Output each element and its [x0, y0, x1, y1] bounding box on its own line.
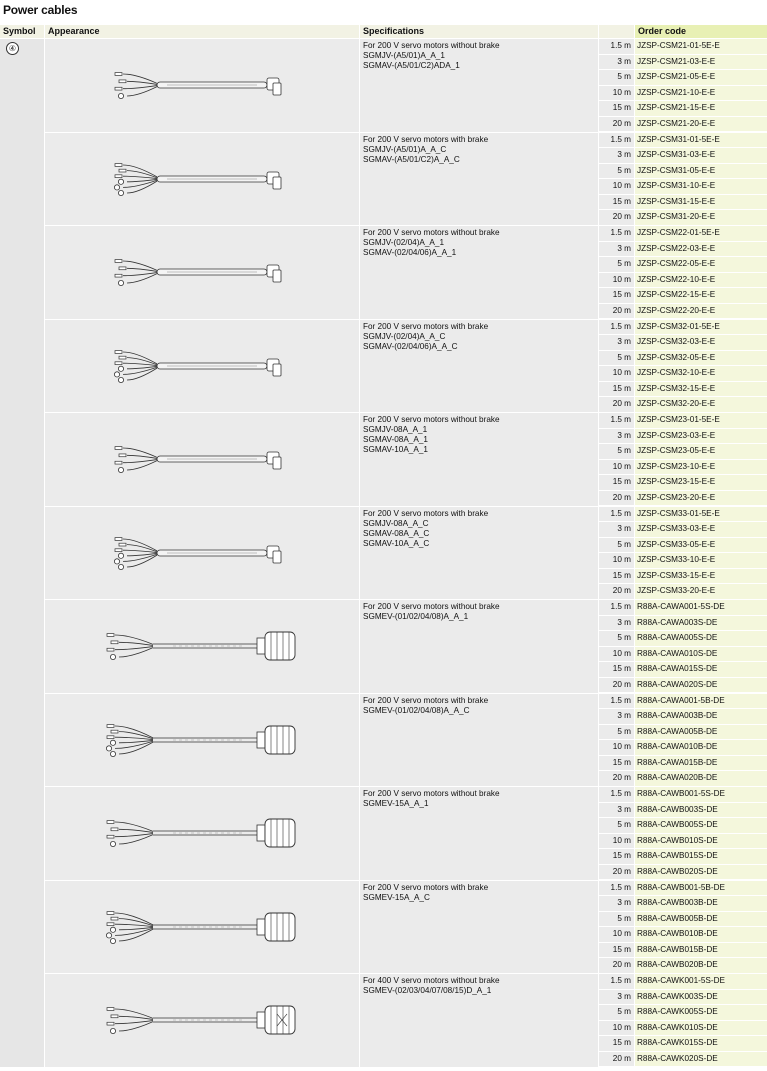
order-code: JZSP-CSM32-05-E-E	[635, 351, 767, 366]
order-code: R88A-CAWK003S-DE	[635, 990, 767, 1005]
spec-model: SGMAV-(02/04/06)A_A_C	[363, 341, 458, 351]
cable-length: 3 m	[599, 55, 634, 70]
cable-appearance	[45, 133, 359, 226]
cable-appearance	[45, 787, 359, 880]
order-code: R88A-CAWA020B-DE	[635, 771, 767, 786]
order-code: R88A-CAWB003S-DE	[635, 803, 767, 818]
spec-description: For 200 V servo motors without brake	[363, 789, 500, 798]
cable-length: 5 m	[599, 70, 634, 85]
cable-specification	[360, 133, 598, 226]
cable-length: 1.5 m	[599, 39, 634, 54]
order-code: R88A-CAWA003B-DE	[635, 709, 767, 724]
spec-description: For 200 V servo motors with brake	[363, 882, 489, 892]
cable-appearance	[45, 974, 359, 1067]
table-header	[0, 25, 767, 38]
cable-specification	[360, 787, 598, 880]
symbol-column	[0, 39, 44, 1067]
table-row	[599, 803, 767, 818]
table-row	[599, 538, 767, 553]
cable-length: 15 m	[599, 662, 634, 677]
order-code: JZSP-CSM31-03-E-E	[635, 148, 767, 163]
order-code: R88A-CAWA005S-DE	[635, 631, 767, 646]
page-title: Power cables	[3, 3, 78, 17]
spec-description: For 200 V servo motors without brake	[363, 41, 500, 50]
table-row	[599, 678, 767, 693]
table-row	[599, 195, 767, 210]
cable-length: 1.5 m	[599, 413, 634, 428]
order-code: R88A-CAWB005S-DE	[635, 818, 767, 833]
order-code: JZSP-CSM33-20-E-E	[635, 584, 767, 599]
cable-table-body	[45, 39, 767, 1068]
cable-length: 1.5 m	[599, 974, 634, 989]
order-code: JZSP-CSM32-15-E-E	[635, 382, 767, 397]
order-code: R88A-CAWA020S-DE	[635, 678, 767, 693]
cable-illustration	[45, 974, 359, 1066]
spec-model: SGMEV-15A_A_C	[363, 892, 430, 902]
cable-length: 10 m	[599, 460, 634, 475]
order-code: JZSP-CSM22-03-E-E	[635, 242, 767, 257]
cable-illustration	[45, 600, 359, 692]
order-code: R88A-CAWA005B-DE	[635, 725, 767, 740]
cable-length: 3 m	[599, 709, 634, 724]
order-code: R88A-CAWB001-5S-DE	[635, 787, 767, 802]
cable-length: 5 m	[599, 631, 634, 646]
order-code: JZSP-CSM22-15-E-E	[635, 288, 767, 303]
cable-length: 3 m	[599, 896, 634, 911]
order-code: JZSP-CSM31-20-E-E	[635, 210, 767, 225]
table-row	[599, 460, 767, 475]
spec-description: For 200 V servo motors with brake	[363, 321, 489, 331]
cable-length: 15 m	[599, 943, 634, 958]
cable-specification	[360, 881, 598, 974]
order-code: JZSP-CSM32-01-5E-E	[635, 320, 767, 335]
table-row	[599, 226, 767, 241]
order-code: JZSP-CSM23-20-E-E	[635, 491, 767, 506]
cable-group	[45, 413, 767, 506]
cable-group	[45, 320, 767, 413]
order-code: R88A-CAWA015B-DE	[635, 756, 767, 771]
cable-appearance	[45, 694, 359, 787]
table-row	[599, 133, 767, 148]
table-row	[599, 522, 767, 537]
order-code: R88A-CAWB020S-DE	[635, 865, 767, 880]
table-row	[599, 818, 767, 833]
table-row	[599, 366, 767, 381]
order-code: JZSP-CSM32-03-E-E	[635, 335, 767, 350]
table-row	[599, 491, 767, 506]
table-row	[599, 39, 767, 54]
order-code: JZSP-CSM23-15-E-E	[635, 475, 767, 490]
table-row	[599, 101, 767, 116]
cable-length: 20 m	[599, 304, 634, 319]
order-code: JZSP-CSM22-20-E-E	[635, 304, 767, 319]
cable-group	[45, 133, 767, 226]
cable-length: 3 m	[599, 990, 634, 1005]
table-row	[599, 943, 767, 958]
table-row	[599, 242, 767, 257]
table-row	[599, 273, 767, 288]
cable-specification	[360, 413, 598, 506]
order-code: JZSP-CSM21-10-E-E	[635, 86, 767, 101]
table-row	[599, 912, 767, 927]
order-code: R88A-CAWK020S-DE	[635, 1052, 767, 1067]
table-row	[599, 834, 767, 849]
order-code: R88A-CAWA015S-DE	[635, 662, 767, 677]
table-row	[599, 584, 767, 599]
cable-specification	[360, 226, 598, 319]
cable-length: 10 m	[599, 927, 634, 942]
cable-length: 1.5 m	[599, 507, 634, 522]
cable-length: 5 m	[599, 1005, 634, 1020]
table-row	[599, 86, 767, 101]
spec-description: For 400 V servo motors without brake	[363, 976, 500, 985]
table-row	[599, 616, 767, 631]
table-row	[599, 351, 767, 366]
table-row	[599, 117, 767, 132]
cable-group	[45, 600, 767, 693]
spec-model: SGMEV-(01/02/04/08)A_A_C	[363, 705, 470, 715]
order-code: JZSP-CSM33-15-E-E	[635, 569, 767, 584]
spec-model: SGMAV-10A_A_1	[363, 445, 428, 454]
cable-length: 20 m	[599, 958, 634, 973]
cable-length: 15 m	[599, 849, 634, 864]
order-code: R88A-CAWK010S-DE	[635, 1021, 767, 1036]
cable-length: 1.5 m	[599, 694, 634, 709]
cable-length: 15 m	[599, 382, 634, 397]
table-row	[599, 881, 767, 896]
header-appearance: Appearance	[45, 25, 359, 38]
order-lines	[599, 507, 767, 600]
spec-model: SGMAV-08A_A_C	[363, 528, 430, 538]
cable-length: 20 m	[599, 865, 634, 880]
cable-length: 5 m	[599, 912, 634, 927]
cable-length: 5 m	[599, 351, 634, 366]
spec-model: SGMEV-(02/03/04/07/08/15)D_A_1	[363, 986, 492, 995]
cable-length: 1.5 m	[599, 600, 634, 615]
cable-length: 5 m	[599, 257, 634, 272]
table-row	[599, 647, 767, 662]
order-code: JZSP-CSM22-10-E-E	[635, 273, 767, 288]
cable-length: 10 m	[599, 179, 634, 194]
cable-appearance	[45, 39, 359, 132]
cable-length: 5 m	[599, 164, 634, 179]
spec-model: SGMJV-08A_A_C	[363, 518, 429, 528]
table-row	[599, 662, 767, 677]
cable-illustration	[45, 39, 359, 131]
cable-specification	[360, 974, 598, 1067]
table-row	[599, 164, 767, 179]
order-code: JZSP-CSM23-03-E-E	[635, 429, 767, 444]
order-code: R88A-CAWA001-5B-DE	[635, 694, 767, 709]
table-row	[599, 553, 767, 568]
cable-group	[45, 974, 767, 1067]
spec-description: For 200 V servo motors with brake	[363, 695, 489, 705]
cable-illustration	[45, 787, 359, 879]
cable-length: 15 m	[599, 195, 634, 210]
order-code: R88A-CAWK015S-DE	[635, 1036, 767, 1051]
order-lines	[599, 320, 767, 413]
spec-description: For 200 V servo motors without brake	[363, 228, 500, 237]
cable-length: 10 m	[599, 740, 634, 755]
cable-length: 3 m	[599, 335, 634, 350]
cable-illustration	[45, 507, 359, 599]
table-row	[599, 631, 767, 646]
cable-length: 20 m	[599, 678, 634, 693]
order-code: JZSP-CSM23-10-E-E	[635, 460, 767, 475]
cable-length: 1.5 m	[599, 133, 634, 148]
spec-description: For 200 V servo motors with brake	[363, 134, 489, 144]
header-order-code: Order code	[635, 25, 767, 38]
table-row	[599, 210, 767, 225]
order-code: R88A-CAWB020B-DE	[635, 958, 767, 973]
spec-description: For 200 V servo motors with brake	[363, 508, 489, 518]
table-row	[599, 507, 767, 522]
table-row	[599, 320, 767, 335]
table-row	[599, 709, 767, 724]
cable-illustration	[45, 694, 359, 786]
table-row	[599, 740, 767, 755]
cable-group	[45, 39, 767, 132]
spec-model: SGMEV-(01/02/04/08)A_A_1	[363, 612, 469, 621]
order-lines	[599, 974, 767, 1067]
order-lines	[599, 881, 767, 974]
cable-group	[45, 787, 767, 880]
order-code: JZSP-CSM33-03-E-E	[635, 522, 767, 537]
order-code: JZSP-CSM33-05-E-E	[635, 538, 767, 553]
cable-length: 15 m	[599, 1036, 634, 1051]
cable-length: 10 m	[599, 273, 634, 288]
spec-model: SGMJV-08A_A_1	[363, 425, 428, 434]
cable-length: 3 m	[599, 803, 634, 818]
cable-length: 5 m	[599, 538, 634, 553]
order-lines	[599, 226, 767, 319]
table-row	[599, 787, 767, 802]
order-code: JZSP-CSM21-01-5E-E	[635, 39, 767, 54]
order-lines	[599, 694, 767, 787]
cable-specification	[360, 39, 598, 132]
cable-specification	[360, 320, 598, 413]
table-row	[599, 1036, 767, 1051]
table-row	[599, 600, 767, 615]
cable-length: 1.5 m	[599, 787, 634, 802]
cable-appearance	[45, 413, 359, 506]
order-code: JZSP-CSM21-03-E-E	[635, 55, 767, 70]
cable-length: 5 m	[599, 818, 634, 833]
table-row	[599, 70, 767, 85]
table-row	[599, 1052, 767, 1067]
order-code: R88A-CAWA010S-DE	[635, 647, 767, 662]
order-code: JZSP-CSM31-15-E-E	[635, 195, 767, 210]
symbol-marker: ④	[6, 42, 19, 55]
cable-length: 10 m	[599, 834, 634, 849]
cable-length: 10 m	[599, 1021, 634, 1036]
spec-model: SGMEV-15A_A_1	[363, 799, 429, 808]
table-row	[599, 927, 767, 942]
spec-model: SGMJV-(A5/01)A_A_C	[363, 144, 447, 154]
cable-length: 15 m	[599, 756, 634, 771]
spec-model: SGMAV-10A_A_C	[363, 538, 430, 548]
table-row	[599, 958, 767, 973]
cable-specification	[360, 507, 598, 600]
table-row	[599, 179, 767, 194]
cable-length: 20 m	[599, 397, 634, 412]
cable-group	[45, 694, 767, 787]
spec-model: SGMAV-(A5/01/C2)ADA_1	[363, 61, 460, 70]
cable-length: 15 m	[599, 569, 634, 584]
table-row	[599, 725, 767, 740]
table-row	[599, 413, 767, 428]
cable-length: 5 m	[599, 444, 634, 459]
cable-length: 3 m	[599, 616, 634, 631]
order-code: R88A-CAWB005B-DE	[635, 912, 767, 927]
cable-illustration	[45, 881, 359, 973]
cable-length: 15 m	[599, 475, 634, 490]
cable-appearance	[45, 600, 359, 693]
cable-length: 3 m	[599, 148, 634, 163]
cable-length: 10 m	[599, 553, 634, 568]
order-code: JZSP-CSM23-01-5E-E	[635, 413, 767, 428]
cable-appearance	[45, 507, 359, 600]
table-row	[599, 288, 767, 303]
table-row	[599, 756, 767, 771]
spec-model: SGMAV-08A_A_1	[363, 435, 428, 444]
order-lines	[599, 787, 767, 880]
cable-length: 10 m	[599, 86, 634, 101]
order-lines	[599, 133, 767, 226]
cable-specification	[360, 694, 598, 787]
header-length	[599, 25, 634, 38]
cable-appearance	[45, 881, 359, 974]
cable-length: 1.5 m	[599, 320, 634, 335]
table-row	[599, 694, 767, 709]
order-code: JZSP-CSM22-01-5E-E	[635, 226, 767, 241]
table-row	[599, 974, 767, 989]
order-code: JZSP-CSM31-10-E-E	[635, 179, 767, 194]
table-row	[599, 429, 767, 444]
order-code: R88A-CAWA003S-DE	[635, 616, 767, 631]
cable-length: 1.5 m	[599, 226, 634, 241]
order-code: JZSP-CSM32-20-E-E	[635, 397, 767, 412]
cable-illustration	[45, 133, 359, 225]
cable-length: 15 m	[599, 288, 634, 303]
spec-model: SGMJV-(02/04)A_A_C	[363, 331, 446, 341]
cable-length: 20 m	[599, 584, 634, 599]
table-row	[599, 475, 767, 490]
header-symbol: Symbol	[0, 25, 44, 38]
order-code: R88A-CAWK001-5S-DE	[635, 974, 767, 989]
cable-group	[45, 507, 767, 600]
cable-illustration	[45, 226, 359, 318]
cable-illustration	[45, 320, 359, 412]
order-code: JZSP-CSM21-05-E-E	[635, 70, 767, 85]
order-code: JZSP-CSM22-05-E-E	[635, 257, 767, 272]
table-row	[599, 55, 767, 70]
table-row	[599, 397, 767, 412]
cable-length: 20 m	[599, 771, 634, 786]
cable-length: 20 m	[599, 210, 634, 225]
cable-length: 10 m	[599, 366, 634, 381]
order-code: JZSP-CSM31-01-5E-E	[635, 133, 767, 148]
cable-length: 3 m	[599, 522, 634, 537]
table-row	[599, 865, 767, 880]
order-code: R88A-CAWA001-5S-DE	[635, 600, 767, 615]
order-code: JZSP-CSM32-10-E-E	[635, 366, 767, 381]
spec-model: SGMJV-(A5/01)A_A_1	[363, 51, 445, 60]
table-row	[599, 1005, 767, 1020]
table-row	[599, 335, 767, 350]
order-code: JZSP-CSM23-05-E-E	[635, 444, 767, 459]
cable-length: 1.5 m	[599, 881, 634, 896]
order-code: JZSP-CSM21-20-E-E	[635, 117, 767, 132]
cable-length: 5 m	[599, 725, 634, 740]
order-code: JZSP-CSM31-05-E-E	[635, 164, 767, 179]
cable-specification	[360, 600, 598, 693]
order-code: R88A-CAWB003B-DE	[635, 896, 767, 911]
cable-appearance	[45, 320, 359, 413]
spec-description: For 200 V servo motors without brake	[363, 602, 500, 611]
cable-length: 15 m	[599, 101, 634, 116]
cable-length: 20 m	[599, 1052, 634, 1067]
order-code: R88A-CAWA010B-DE	[635, 740, 767, 755]
table-row	[599, 382, 767, 397]
table-row	[599, 990, 767, 1005]
cable-group	[45, 881, 767, 974]
order-code: R88A-CAWB015B-DE	[635, 943, 767, 958]
spec-model: SGMJV-(02/04)A_A_1	[363, 238, 445, 247]
cable-length: 3 m	[599, 429, 634, 444]
order-lines	[599, 413, 767, 506]
order-code: R88A-CAWB015S-DE	[635, 849, 767, 864]
spec-description: For 200 V servo motors without brake	[363, 415, 500, 424]
cable-length: 20 m	[599, 117, 634, 132]
cable-illustration	[45, 413, 359, 505]
table-row	[599, 257, 767, 272]
order-code: JZSP-CSM33-10-E-E	[635, 553, 767, 568]
order-code: R88A-CAWB010B-DE	[635, 927, 767, 942]
table-row	[599, 304, 767, 319]
order-code: R88A-CAWK005S-DE	[635, 1005, 767, 1020]
order-code: JZSP-CSM21-15-E-E	[635, 101, 767, 116]
table-row	[599, 771, 767, 786]
table-row	[599, 1021, 767, 1036]
order-code: R88A-CAWB001-5B-DE	[635, 881, 767, 896]
order-lines	[599, 39, 767, 132]
cable-group	[45, 226, 767, 319]
table-row	[599, 896, 767, 911]
cable-length: 3 m	[599, 242, 634, 257]
order-code: R88A-CAWB010S-DE	[635, 834, 767, 849]
order-lines	[599, 600, 767, 693]
table-row	[599, 148, 767, 163]
spec-model: SGMAV-(02/04/06)A_A_1	[363, 248, 457, 257]
cable-appearance	[45, 226, 359, 319]
table-row	[599, 444, 767, 459]
table-row	[599, 569, 767, 584]
table-row	[599, 849, 767, 864]
header-specifications: Specifications	[360, 25, 598, 38]
order-code: JZSP-CSM33-01-5E-E	[635, 507, 767, 522]
cable-length: 10 m	[599, 647, 634, 662]
spec-model: SGMAV-(A5/01/C2)A_A_C	[363, 154, 460, 164]
cable-length: 20 m	[599, 491, 634, 506]
